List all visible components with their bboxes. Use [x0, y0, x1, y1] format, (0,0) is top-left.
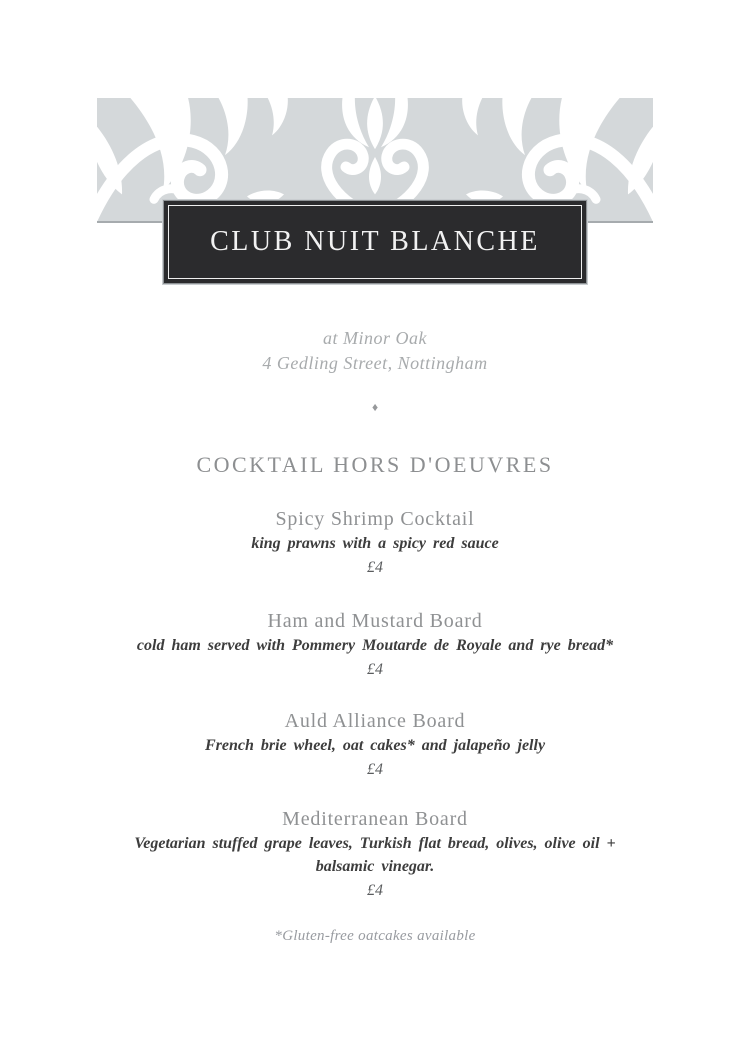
page-title: CLUB NUIT BLANCHE	[210, 226, 540, 257]
item-name: Mediterranean Board	[282, 808, 468, 830]
item-price: £4	[367, 761, 383, 778]
venue-line1: at Minor Oak	[323, 328, 427, 348]
menu-item	[0, 506, 750, 580]
title-box-inner-border	[168, 205, 582, 279]
item-price: £4	[367, 882, 383, 899]
menu-item	[0, 608, 750, 682]
item-name: Ham and Mustard Board	[267, 610, 483, 632]
item-description: cold ham served with Pommery Moutarde de Royale and rye bread*	[136, 637, 614, 654]
item-description-line2: balsamic vinegar.	[315, 858, 435, 875]
item-price: £4	[367, 559, 383, 576]
item-description: king prawns with a spicy red sauce	[251, 535, 499, 552]
footnote: *Gluten-free oatcakes available	[274, 928, 476, 944]
item-description: Vegetarian stuffed grape leaves, Turkish flat bread, olives, olive oil +	[134, 835, 616, 852]
menu-item	[0, 708, 750, 782]
venue-line2: 4 Gedling Street, Nottingham	[262, 353, 488, 373]
item-price: £4	[367, 661, 383, 678]
item-name: Auld Alliance Board	[284, 710, 466, 732]
menu-item	[0, 806, 750, 903]
venue-block	[0, 326, 750, 376]
diamond-icon: ♦	[371, 400, 379, 414]
title-box	[163, 200, 587, 284]
item-name: Spicy Shrimp Cocktail	[275, 508, 475, 530]
section-heading: COCKTAIL HORS D'OEUVRES	[196, 452, 554, 477]
item-description: French brie wheel, oat cakes* and jalapeño jelly	[204, 737, 546, 754]
